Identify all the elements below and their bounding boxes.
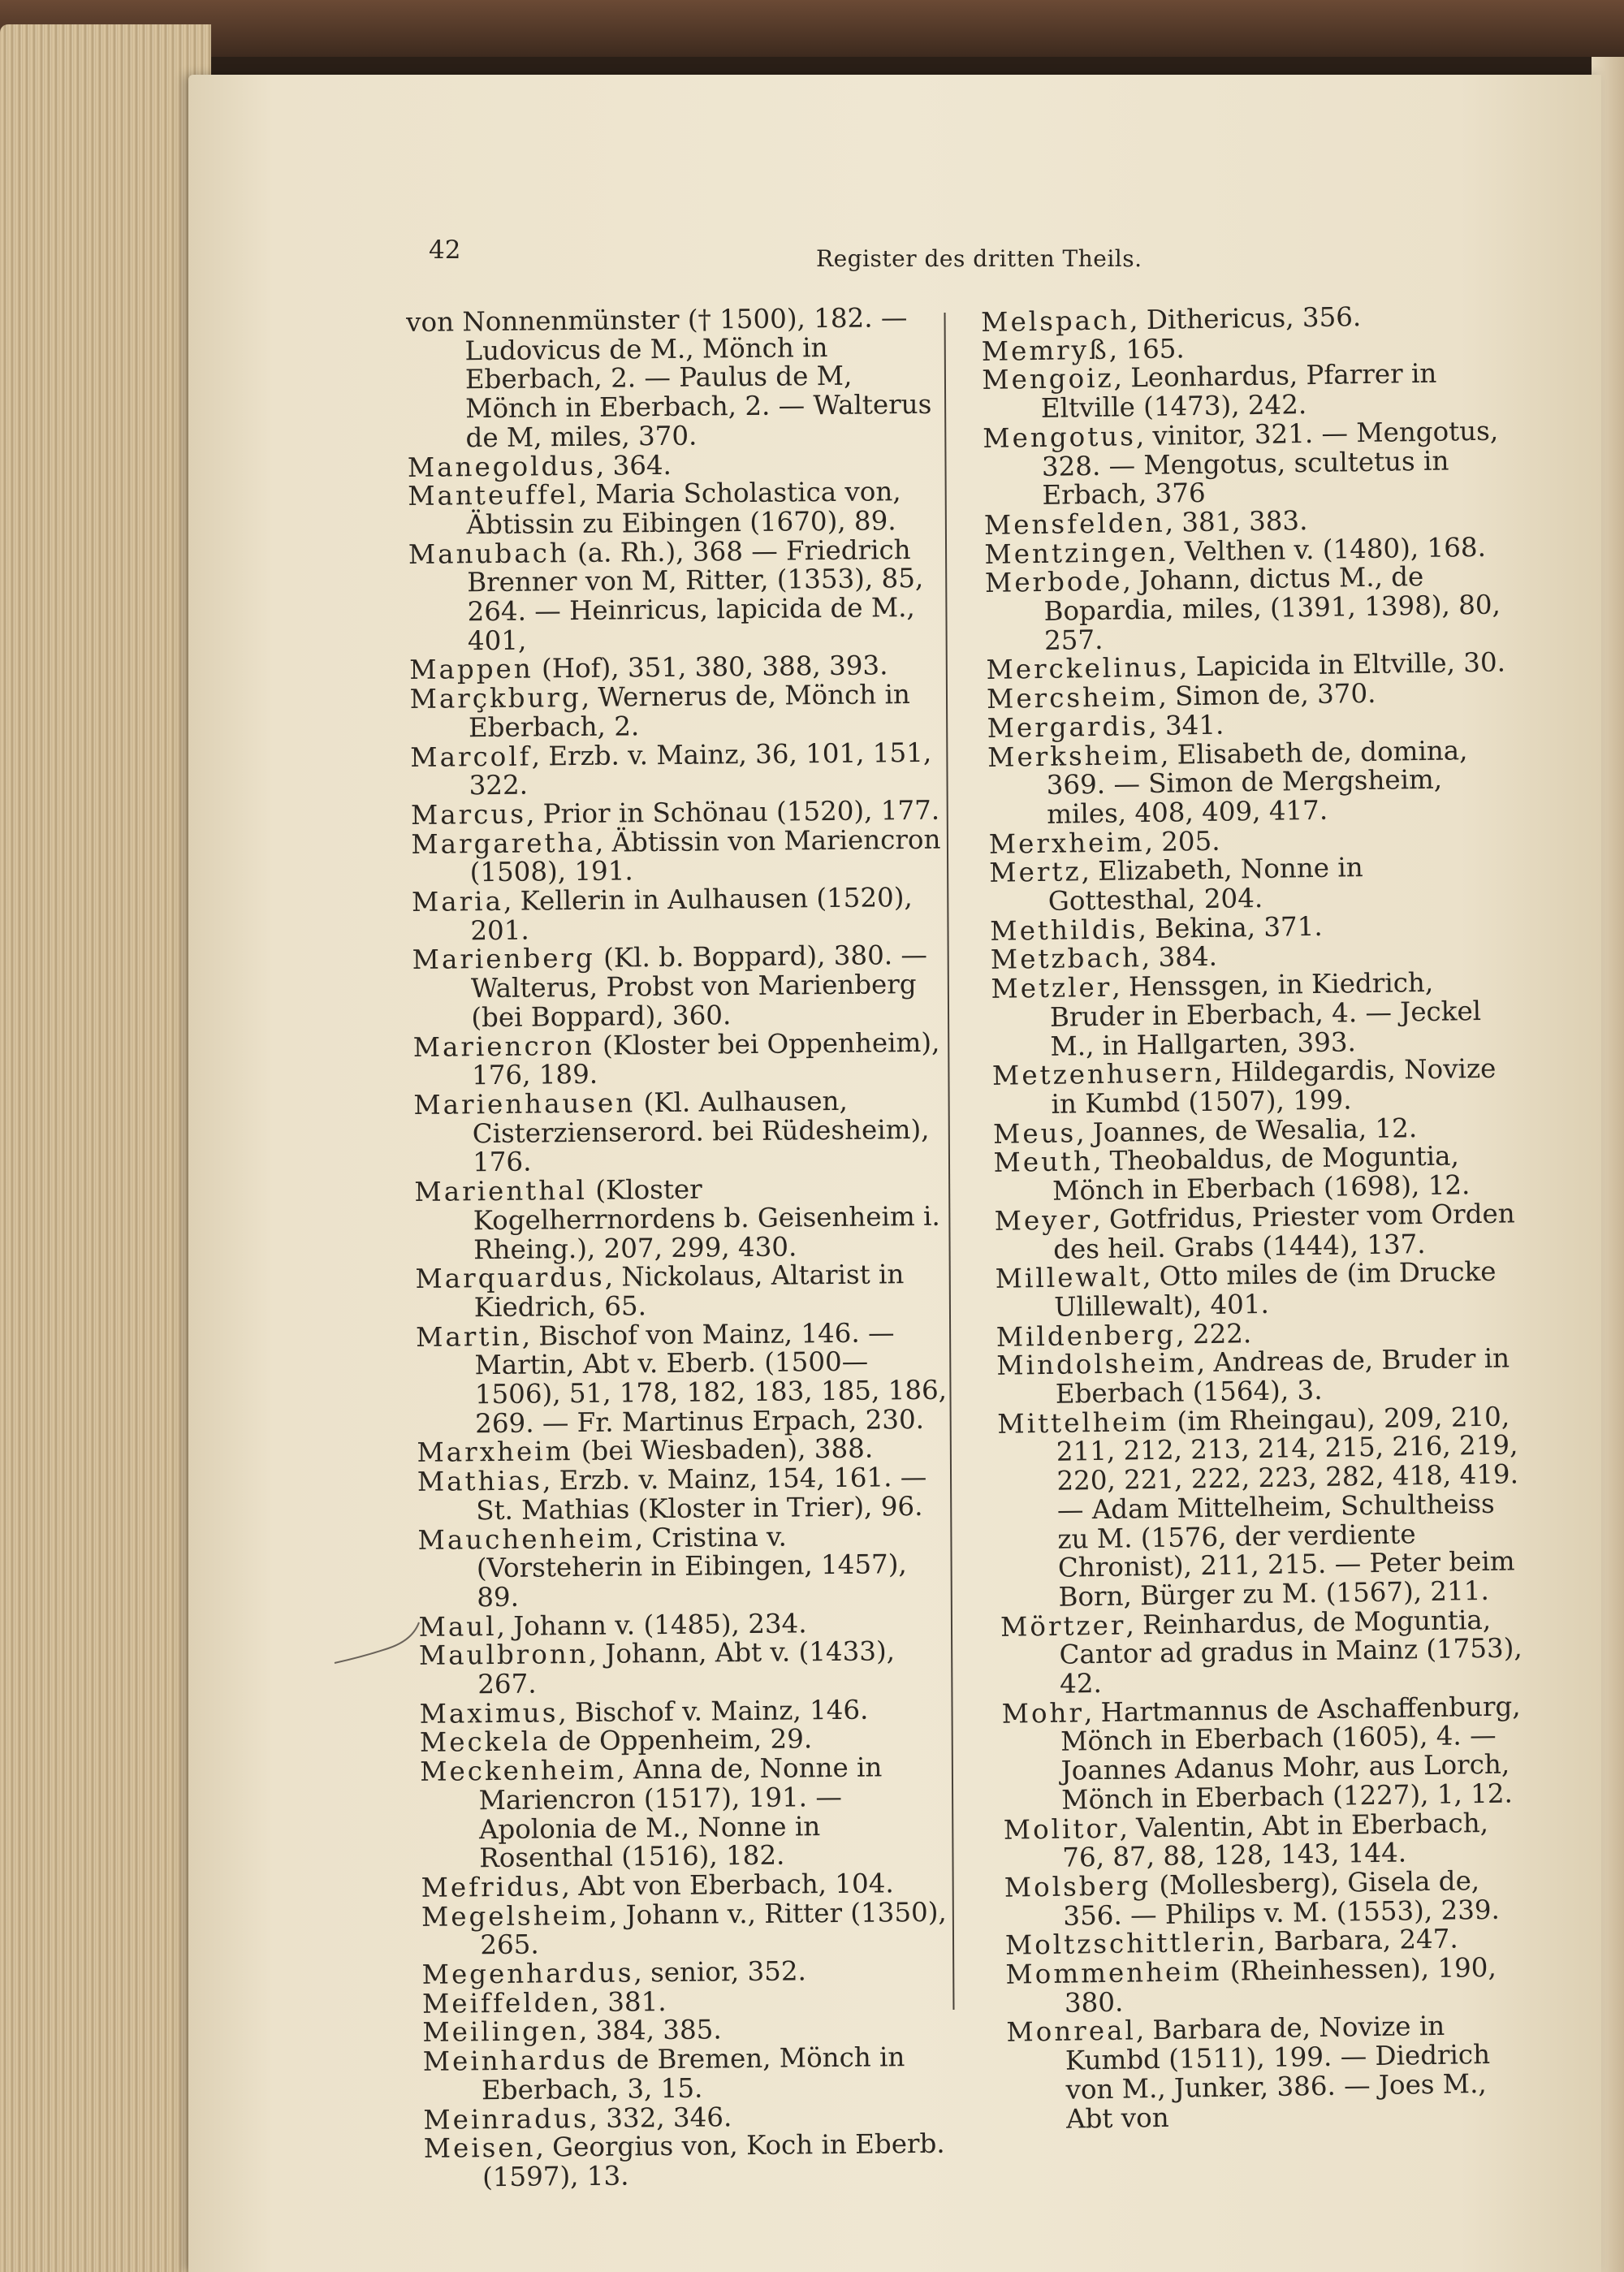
index-entry-text: , Prior in Schönau (1520), 177. (525, 794, 940, 830)
index-entry-text: , 205. (1144, 825, 1220, 857)
index-entry-text: , Joannes, de Wesalia, 12. (1075, 1112, 1418, 1149)
index-entry-headword: Molitor (1003, 1812, 1120, 1846)
index-entry-text: (a. Rh.), 368 — Friedrich Brenner von M, Ritter, (1353), 85, 264. — Heinricus, lapicida de M., 401, (467, 533, 924, 657)
index-entry-text: , Kellerin in Aulhausen (1520), 201. (470, 882, 913, 947)
index-entry-text: (Kloster bei Oppenheim), 176, 189. (471, 1026, 940, 1091)
page-number: 42 (429, 235, 461, 265)
index-entry-headword: Mergardis (987, 710, 1149, 744)
index-entry-headword: Millewalt (995, 1261, 1143, 1295)
index-entry (424, 2130, 961, 2193)
index-entry-text: , Johann v., Ritter (1350), 265. (480, 1896, 947, 1961)
index-entry-text: , Lapicida in Eltville, 30. (1178, 646, 1506, 683)
index-entry-text: (Kl. Aulhausen, Cisterzienserord. bei Rüdesheim), 176. (472, 1085, 930, 1178)
index-entry-text: , Cristina v. (Vorsteherin in Eibingen, 1457), 89. (476, 1521, 907, 1613)
index-entry-text: , Hildegardis, Novize in Kumbd (1507), 199. (1051, 1052, 1497, 1120)
index-entry-text: , Dithericus, 356. (1129, 301, 1362, 336)
index-entry (420, 1753, 957, 1874)
index-entry-text: (im Rheingau), 209, 210, 211, 212, 213, 214, 215, 216, 219, 220, 221, 222, 223, 282, 418, 419. — Adam Mittelheim, Schultheiss zu M. (1576, der verdiente Chronist), 211, 215. — Peter beim Born, Bürger zu M. (1567), 211. (1056, 1401, 1519, 1613)
index-entry-headword: Margaretha (411, 827, 596, 860)
index-entry-headword: Manubach (408, 537, 569, 570)
index-entry-headword: Meilingen (422, 2015, 580, 2049)
index-entry-text: , 341. (1148, 709, 1224, 741)
index-entry (411, 825, 948, 888)
index-entry-headword: Mildenberg (996, 1319, 1177, 1353)
index-entry-text: , Erzb. v. Mainz, 154, 161. — St. Mathias (Kloster in Trier), 96. (476, 1462, 927, 1527)
index-entry (409, 680, 946, 744)
index-entry-headword: Mariencron (412, 1030, 594, 1063)
index-entry (1006, 2011, 1535, 2135)
index-entry-headword: Methildis (990, 913, 1138, 947)
index-entry-headword: Meuth (993, 1146, 1094, 1179)
index-entry-headword: Meisen (423, 2132, 536, 2165)
index-entry-text: , Johann v. (1485), 234. (496, 1607, 807, 1642)
index-entry-text: , Andreas de, Bruder in Eberbach (1564), 3. (1055, 1342, 1510, 1410)
index-entry (991, 967, 1520, 1062)
index-entry (996, 1342, 1525, 1410)
index-entry-headword: Mengotus (983, 421, 1137, 454)
index-entry-text: , Abt von Eberbach, 104. (561, 1868, 894, 1903)
index-entry-headword: Martin (415, 1320, 522, 1353)
index-entry-headword: Merxheim (988, 826, 1145, 860)
index-entry-text: , Johann, Abt v. (1433), 267. (477, 1635, 896, 1700)
index-entry-headword: Mappen (409, 653, 533, 686)
index-entry-text: , Äbtissin von Mariencron (1508), 191. (469, 823, 941, 888)
index-entry (412, 883, 948, 947)
index-entry-headword: Meiffelden (421, 1986, 591, 2019)
index-entry-headword: Megenhardus (421, 1957, 634, 1990)
index-entry (1004, 1866, 1533, 1932)
index-entry-text: , Otto miles de (im Drucke Ulillewalt), 401. (1053, 1255, 1497, 1323)
index-entry (987, 736, 1517, 831)
pencil-mark-icon (331, 1606, 421, 1671)
index-entry-headword: Marcolf (410, 741, 532, 773)
index-entry-headword: Manteuffel (408, 479, 579, 512)
index-entry (997, 1402, 1528, 1613)
index-column-left (406, 304, 960, 2193)
index-entry-headword: Merksheim (987, 739, 1161, 773)
index-entry (991, 1052, 1521, 1121)
index-entry-text: , Bekina, 371. (1138, 910, 1323, 944)
index-entry-headword: Manegoldus (407, 450, 597, 483)
index-entry-headword: Maria (411, 885, 504, 918)
index-entry-text: , Wernerus de, Mönch in Eberbach, 2. (468, 679, 911, 744)
index-entry-text: , 384, 385. (578, 2014, 722, 2047)
index-entry-text: , 384. (1141, 941, 1218, 974)
index-entry-text: , 364. (595, 449, 672, 482)
index-entry (406, 304, 944, 454)
index-column-right (981, 300, 1535, 2135)
index-entry-headword: Mohr (1001, 1697, 1085, 1730)
index-entry-headword: Marienberg (412, 943, 596, 976)
index-entry-headword: Marquardus (415, 1261, 605, 1295)
index-entry-headword: Marxheim (417, 1436, 573, 1469)
index-entry (982, 359, 1510, 425)
index-entry-text: , Simon de, 370. (1158, 677, 1376, 712)
index-entry-text: , Barbara, 247. (1256, 1923, 1458, 1958)
index-entry-headword: Metzler (991, 971, 1112, 1005)
index-entry-headword: Mittelheim (997, 1406, 1169, 1440)
index-entry-text: , Anna de, Nonne in Mariencron (1517), 191. — Apolonia de M., Nonne in Rosenthal (1516), 182. (478, 1752, 883, 1874)
index-entry-text: , vinitor, 321. — Mengotus, 328. — Mengotus, scultetus in Erbach, 376 (1041, 415, 1499, 512)
index-entry-text: , Erzb. v. Mainz, 36, 101, 151, 322. (469, 736, 932, 801)
index-entry-headword: Marçkburg (409, 682, 581, 715)
index-entry-text: (bei Wiesbaden), 388. (572, 1432, 874, 1467)
index-entry-text: , Barbara de, Novize in Kumbd (1511), 199. — Diedrich von M., Junker, 386. — Joes M., Abt von (1065, 2011, 1491, 2135)
index-entry-headword: Melspach (980, 305, 1130, 338)
index-entry-headword: Mörtzer (1000, 1609, 1126, 1643)
index-entry-text: (Mollesberg), Gisela de, 356. — Philips v. M. (1553), 239. (1063, 1865, 1501, 1932)
index-entry-headword: Maulbronn (418, 1639, 589, 1672)
index-entry-headword: Meckela (419, 1726, 551, 1759)
index-entry-headword: Merckelinus (986, 651, 1180, 686)
index-entry-headword: Megelsheim (421, 1899, 610, 1933)
index-entry-text: , Velthen v. (1480), 168. (1168, 531, 1487, 568)
index-entry-headword: Monreal (1006, 2015, 1137, 2049)
index-entry (993, 1142, 1522, 1207)
index-entry-text: , Theobaldus, de Moguntia, Mönch in Eberbach (1698), 12. (1052, 1140, 1471, 1207)
index-entry (408, 477, 944, 541)
index-entry-headword: Mentzingen (984, 536, 1168, 570)
index-entry (410, 738, 947, 801)
index-entry-text: de Oppenheim, 29. (550, 1723, 813, 1757)
index-entry-headword: Mefridus (421, 1871, 562, 1903)
index-entry-headword: Marienhausen (413, 1087, 636, 1121)
index-entry-headword: Meyer (994, 1203, 1093, 1237)
index-entry-headword: Merbode (984, 565, 1123, 599)
index-entry-headword: Mauchenheim (417, 1522, 635, 1556)
index-entry-headword: Mensfelden (983, 507, 1165, 541)
index-entry-text: , Leonhardus, Pfarrer in Eltville (1473), 242. (1040, 358, 1437, 425)
index-entry-text: , Bischof von Mainz, 146. — Martin, Abt v. Eberb. (1500—1506), 51, 178, 182, 183, 185, 186, 269. — Fr. Martinus Erpach, 230. (474, 1316, 948, 1439)
index-entry (413, 1086, 950, 1178)
index-entry-headword: Maximus (419, 1697, 559, 1730)
index-entry-text: , Maria Scholastica von, Äbtissin zu Eibingen (1670), 89. (466, 476, 901, 541)
running-head: Register des dritten Theils. (816, 245, 1142, 272)
index-entry-headword: Metzbach (990, 942, 1142, 976)
index-entry-headword: Molsberg (1004, 1870, 1151, 1903)
index-entry-text: , 222. (1175, 1317, 1252, 1350)
index-entry-headword: Marcus (410, 798, 527, 831)
index-entry-text: , Johann, dictus M., de Bopardia, miles, (1391, 1398), 80, 257. (1043, 561, 1501, 656)
index-entry-headword: Mengoiz (982, 362, 1114, 396)
index-entry (1005, 1953, 1534, 2019)
index-entry-text: , Bischof v. Mainz, 146. (558, 1694, 869, 1729)
index-entry-text: , Elisabeth de, domina, 369. — Simon de Mergsheim, miles, 408, 409, 417. (1046, 734, 1468, 830)
index-entry-text: , Reinhardus, de Moguntia, Cantor ad gradus in Mainz (1753), 42. (1059, 1604, 1522, 1700)
index-entry-headword: Mercsheim (986, 680, 1159, 715)
index-entry (421, 1898, 958, 1961)
index-entry-headword: Marienthal (414, 1175, 588, 1208)
index-entry-text: , 332, 346. (589, 2101, 732, 2134)
index-entry (985, 562, 1514, 657)
index-entry (415, 1260, 952, 1324)
index-entry-headword: Mommenheim (1005, 1955, 1222, 1990)
index-entry (983, 417, 1512, 512)
index-entry-headword: Meinradus (423, 2102, 590, 2136)
index-entry-text: , Nickolaus, Altarist in Kiedrich, 65. (473, 1259, 905, 1324)
index-entry (994, 1199, 1522, 1265)
index-entry (423, 2043, 960, 2106)
index-entry-headword: Mindolsheim (996, 1347, 1198, 1382)
index-entry-text: , Gotfridus, Priester vom Orden des heil. Grabs (1444), 137. (1052, 1198, 1515, 1265)
index-entry-headword: Maul (418, 1610, 497, 1643)
index-entry (416, 1318, 952, 1439)
index-entry-text: (Rheinhessen), 190, 380. (1064, 1951, 1497, 2019)
index-entry-headword: Mathias (417, 1465, 543, 1498)
index-entry-text: (Kloster Kogelherrnordens b. Geisenheim i. Rheing.), 207, 299, 430. (473, 1173, 940, 1265)
index-entry-text: (Kl. b. Boppard), 380. — Walterus, Probst von Marienberg (bei Boppard), 360. (470, 939, 928, 1034)
index-entry (408, 535, 945, 656)
index-entry-headword: Meus (992, 1117, 1077, 1150)
index-entry (1001, 1692, 1531, 1816)
index-entry (995, 1257, 1523, 1323)
index-entry-headword: Moltzschittlerin (1004, 1926, 1258, 1962)
index-entry-text: , Henssgen, in Kiedrich, Bruder in Eberbach, 4. — Jeckel M., in Hallgarten, 393. (1049, 967, 1482, 1062)
index-entry (413, 1028, 950, 1091)
index-entry-headword: Meckenheim (420, 1754, 617, 1788)
index-entry-text: , senior, 352. (633, 1955, 807, 1989)
index-entry-headword: Meinhardus (422, 2044, 609, 2078)
index-entry-text: , Elizabeth, Nonne in Gottesthal, 204. (1047, 852, 1363, 917)
index-entry-headword: Memryß (981, 334, 1109, 367)
book-cover-edge (0, 0, 1624, 57)
index-entry (1000, 1605, 1530, 1700)
index-entry-text: , Valentin, Abt in Eberbach, 76, 87, 88, 128, 143, 144. (1062, 1807, 1489, 1873)
page-stack-edge (0, 24, 211, 2272)
index-entry (1004, 1808, 1532, 1874)
index-entry (989, 852, 1518, 918)
index-entry-text: , Georgius von, Koch in Eberb. (1597), 13. (482, 2128, 945, 2193)
index-entry-text: de Bremen, Mönch in Eberbach, 3, 15. (481, 2041, 905, 2106)
index-entry-text: von Nonnenmünster († 1500), 182. — Ludovicus de M., Mönch in Eberbach, 2. — Paulus de M, Mönch in Eberbach, 2. — Walterus de M, miles, 370. (405, 302, 932, 454)
index-entry (417, 1463, 954, 1527)
index-entry (412, 941, 949, 1033)
index-entry (419, 1637, 956, 1700)
index-entry-headword: Mertz (989, 856, 1082, 889)
index-entry-text: , 381, 383. (1164, 504, 1308, 538)
index-entry-headword: Metzenhusern (991, 1057, 1215, 1092)
index-entry-text: , 381. (590, 1985, 667, 2018)
index-entry-text: , Hartmannus de Aschaffenburg, Mönch in Eberbach (1605), 4. — Joannes Adanus Mohr, aus Lorch, Mönch in Eberbach (1227), 1, 12. (1060, 1691, 1521, 1816)
index-entry (414, 1173, 951, 1265)
index-entry-text: (Hof), 351, 380, 388, 393. (533, 650, 888, 685)
index-entry (417, 1521, 954, 1613)
index-entry-text: , 165. (1108, 332, 1186, 365)
